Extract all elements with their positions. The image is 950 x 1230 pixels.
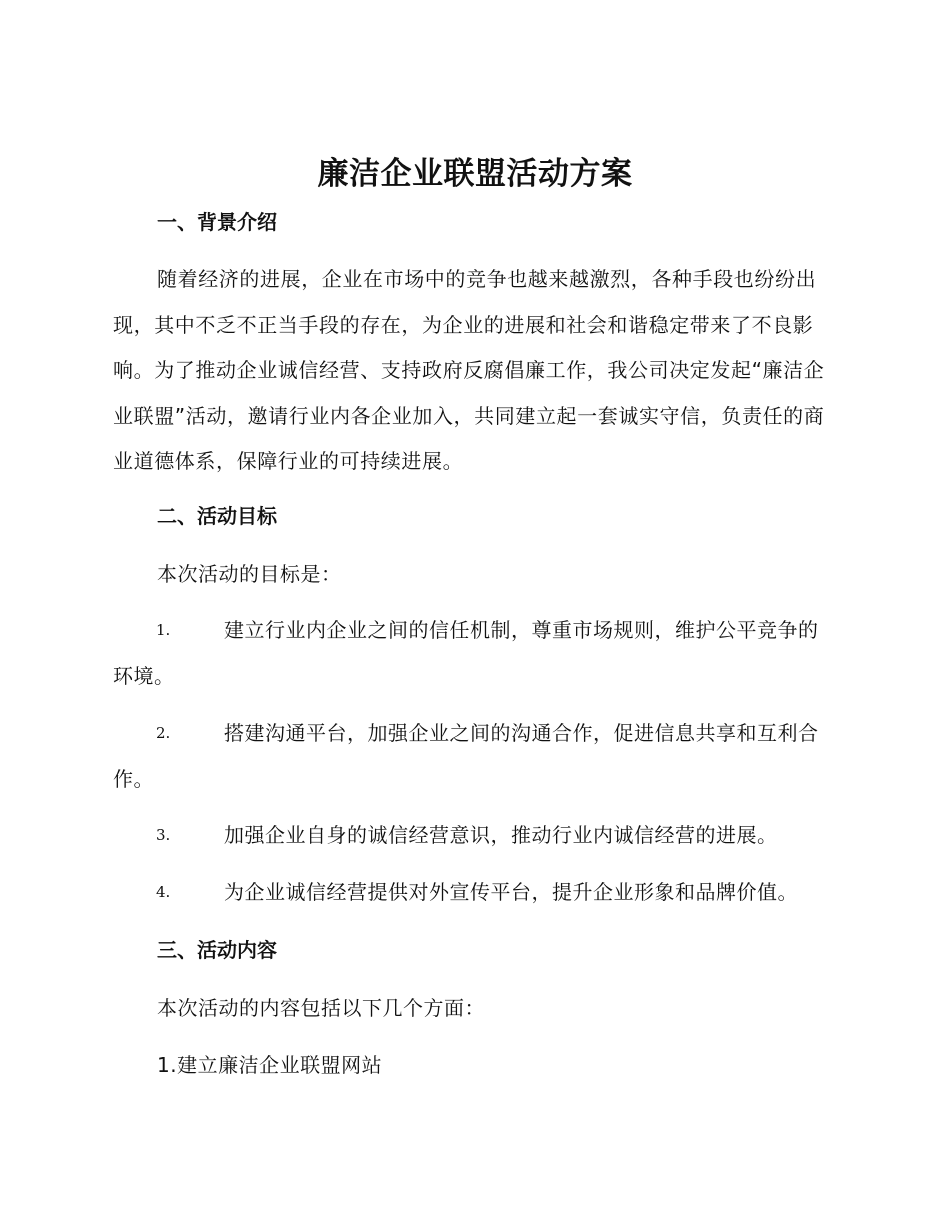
goal-item-number: 2. xyxy=(156,724,171,742)
goal-item-text: 搭建沟通平台，加强企业之间的沟通合作，促进信息共享和互利合作。 xyxy=(113,721,819,791)
goals-intro: 本次活动的目标是： xyxy=(157,562,342,586)
goal-item-number: 4. xyxy=(156,883,171,901)
document-title: 廉洁企业联盟活动方案 xyxy=(317,156,633,192)
section-heading-background: 一、背景介绍 xyxy=(157,210,277,234)
goal-item-3 xyxy=(113,813,835,859)
section-heading-goals: 二、活动目标 xyxy=(157,504,277,528)
content-subheading-1: 1.建立廉洁企业联盟网站 xyxy=(157,1053,383,1077)
background-paragraph: 随着经济的进展，企业在市场中的竞争也越来越激烈，各种手段也纷纷出现，其中不乏不正当手段的存在，为企业的进展和社会和谐稳定带来了不良影响。为了推动企业诚信经营、支持政府反腐倡廉工作，我公司决定发起“廉洁企业联盟”活动，邀请行业内各企业加入，共同建立起一套诚实守信，负责任的商业道德体系，保障行业的可持续进展。 xyxy=(113,267,825,473)
goal-item-text: 加强企业自身的诚信经营意识，推动行业内诚信经营的进展。 xyxy=(224,823,778,847)
section-heading-content: 三、活动内容 xyxy=(157,938,277,962)
goal-item-1 xyxy=(113,608,835,699)
goal-item-number: 3. xyxy=(156,826,171,844)
goal-item-4 xyxy=(113,870,835,916)
goal-item-text: 建立行业内企业之间的信任机制，尊重市场规则，维护公平竞争的环境。 xyxy=(113,618,819,688)
goal-item-2 xyxy=(113,711,835,802)
goal-item-text: 为企业诚信经营提供对外宣传平台，提升企业形象和品牌价值。 xyxy=(224,880,798,904)
goal-item-number: 1. xyxy=(156,621,171,639)
content-intro: 本次活动的内容包括以下几个方面： xyxy=(157,996,485,1020)
